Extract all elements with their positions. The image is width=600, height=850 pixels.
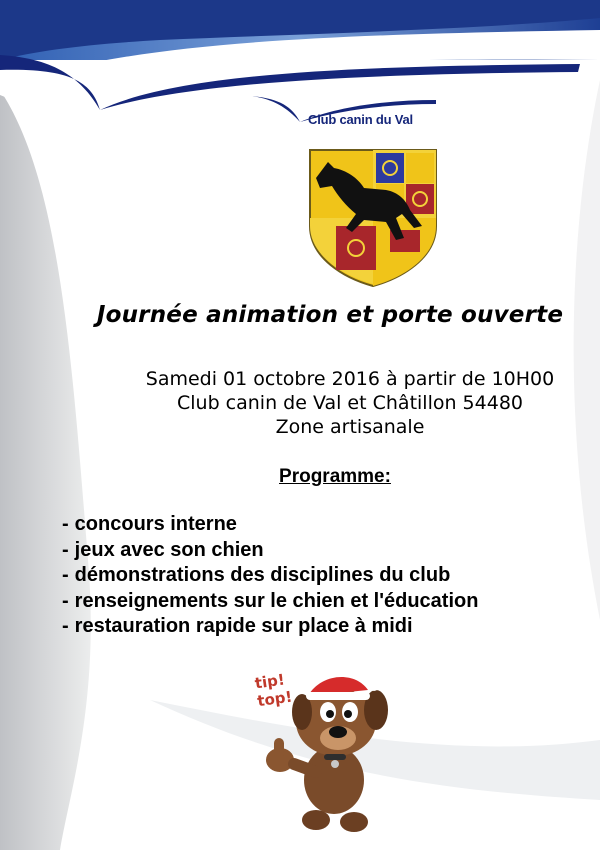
program-heading: Programme:: [279, 466, 391, 487]
mascot-line-1: tip!: [253, 670, 286, 693]
program-list: [62, 512, 478, 640]
event-zone: Zone artisanale: [275, 416, 425, 438]
dog-coat-of-arms-icon: [306, 148, 440, 288]
list-item-text: démonstrations des disciplines du club: [74, 564, 451, 586]
event-date: Samedi 01 octobre 2016 à partir de 10H00: [145, 368, 555, 390]
list-item: - restauration rapide sur place à midi: [62, 615, 413, 637]
list-item: - concours interne: [62, 513, 237, 535]
list-item-text: concours interne: [74, 513, 237, 535]
list-item: - jeux avec son chien: [62, 538, 264, 561]
event-place: Club canin de Val et Châtillon 54480: [176, 392, 524, 414]
mascot-line-2: top!: [256, 687, 294, 711]
club-name: Club canin du Val: [308, 112, 413, 127]
list-item-text: jeux avec son chien: [74, 538, 264, 561]
list-item-text: renseignements sur le chien et l'éducation: [74, 589, 479, 612]
list-item-text: restauration rapide sur place à midi: [74, 615, 413, 637]
event-title: Journée animation et porte ouverte: [96, 302, 564, 328]
mascot-speech: [254, 670, 294, 711]
list-item: - démonstrations des disciplines du club: [62, 564, 451, 586]
list-item: - renseignements sur le chien et l'éducation: [62, 589, 479, 612]
